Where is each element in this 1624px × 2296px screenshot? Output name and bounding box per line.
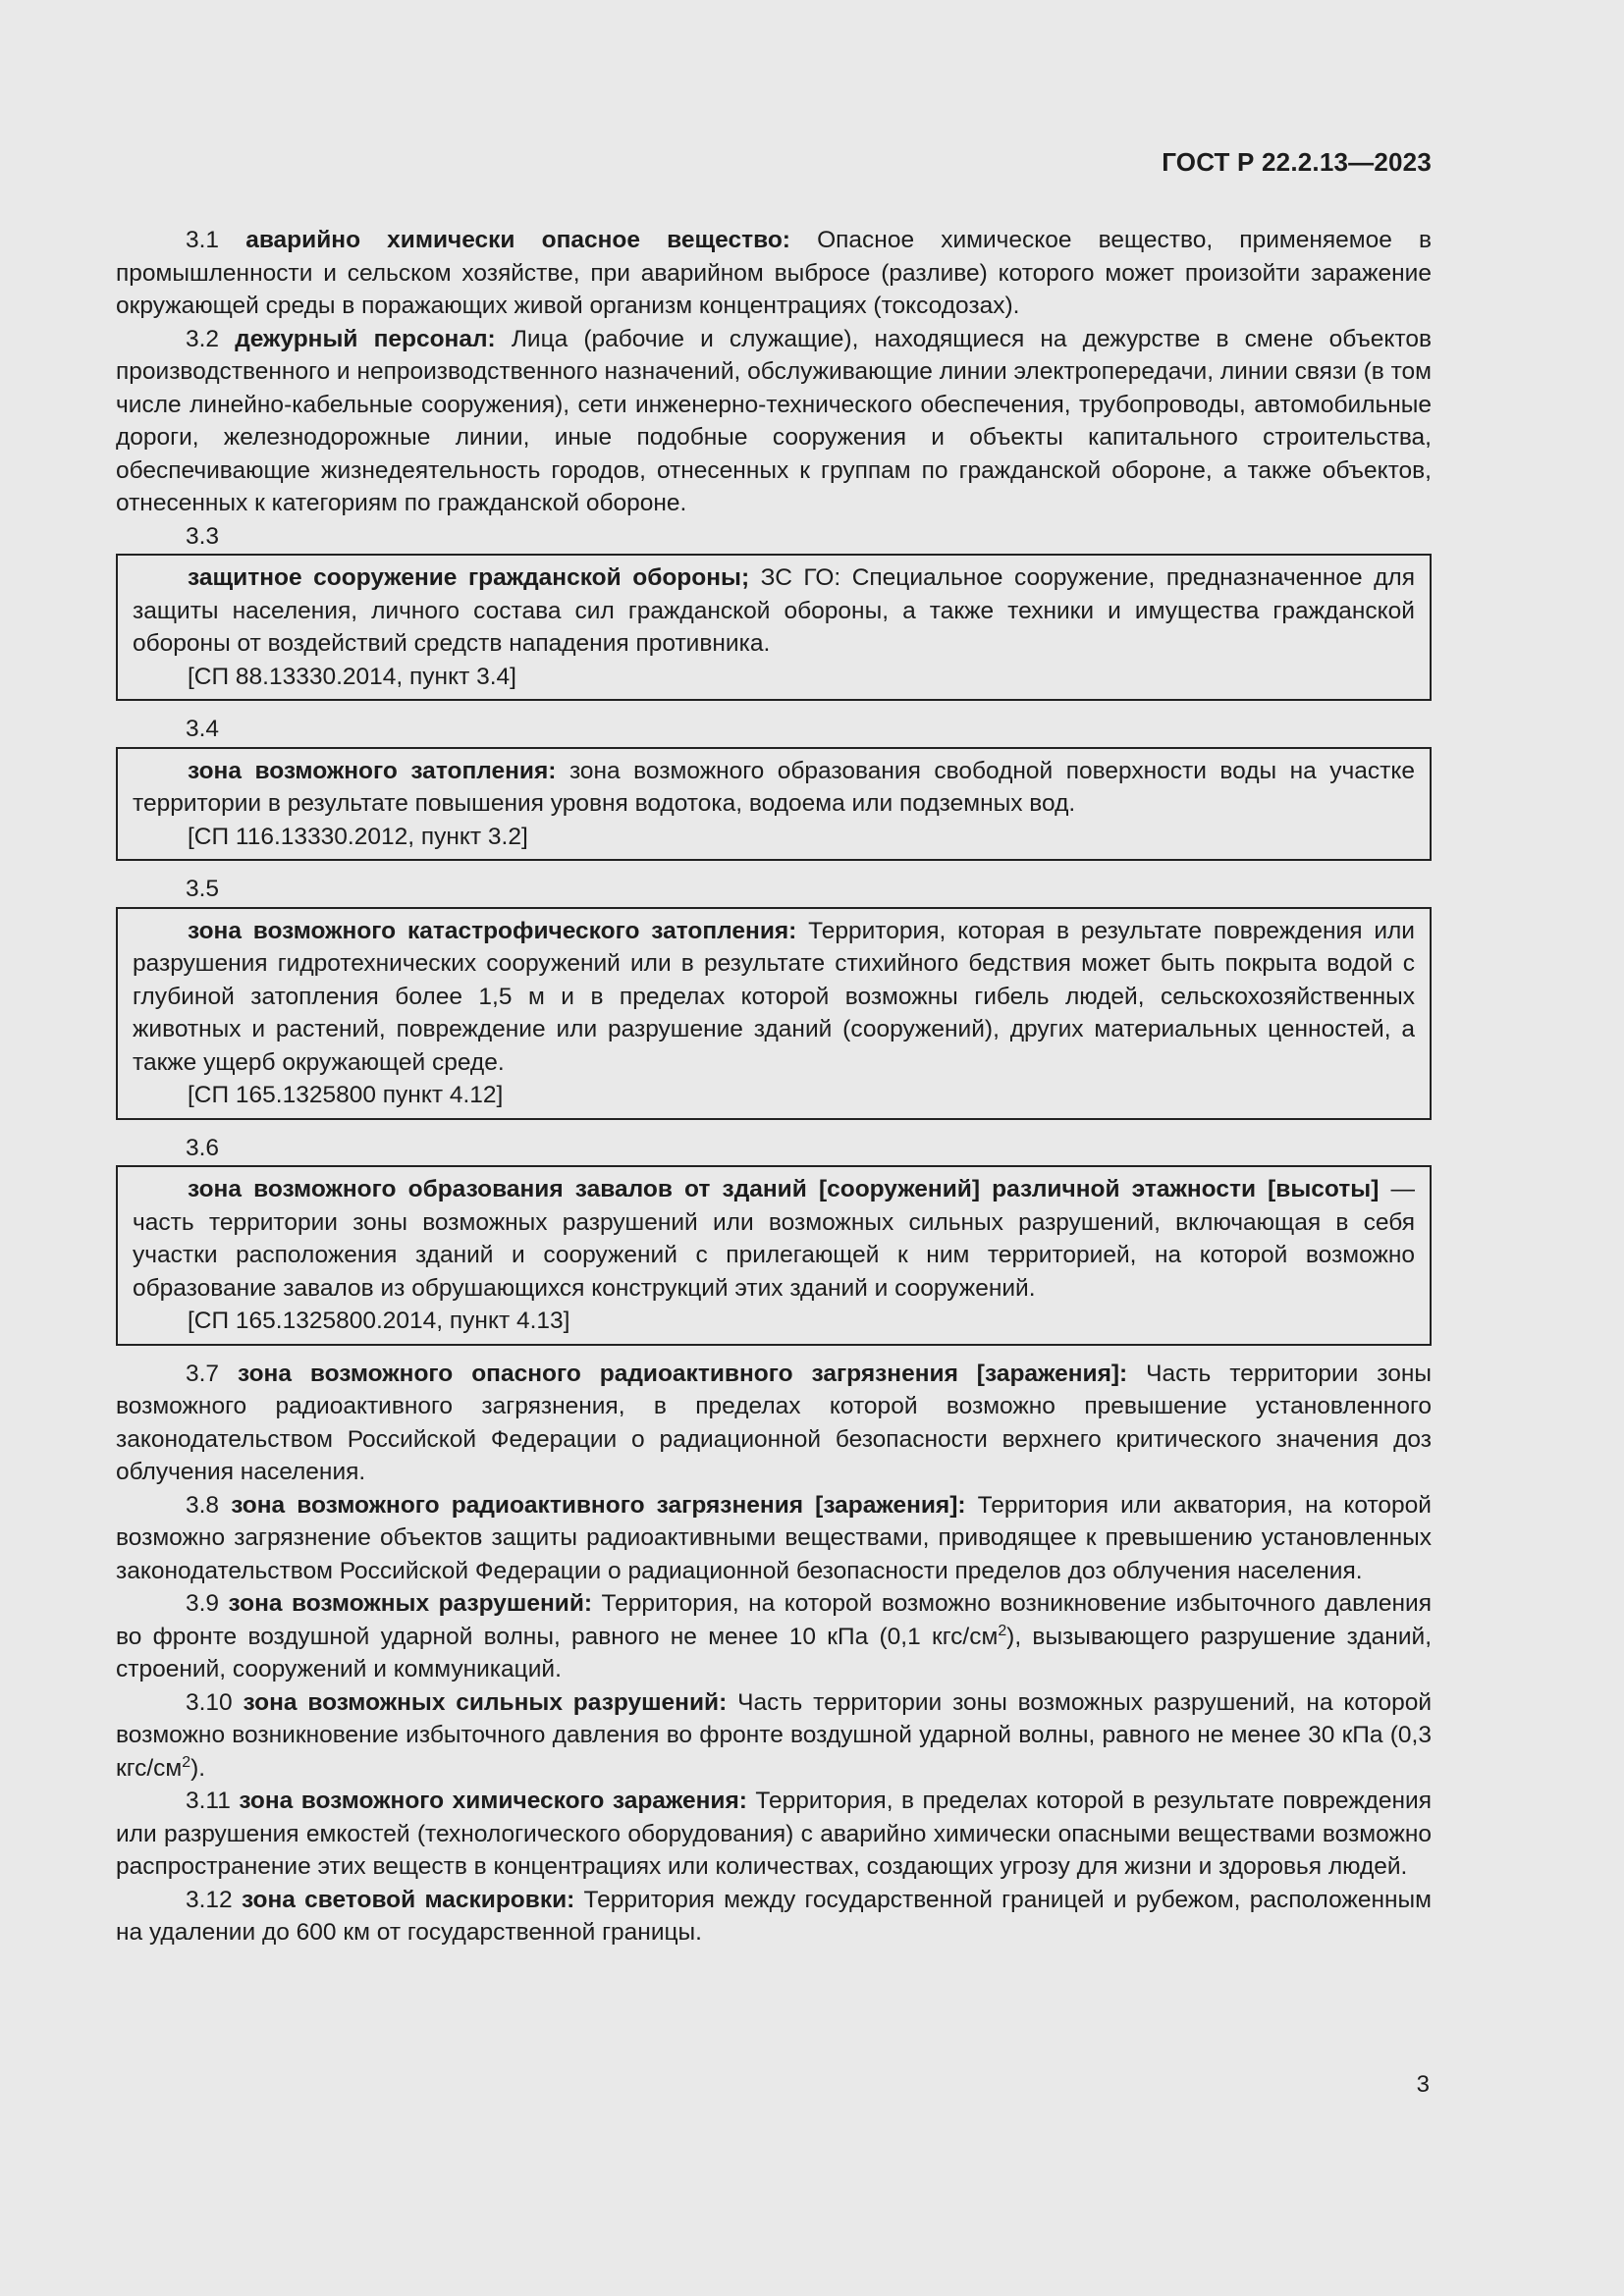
superscript: 2 [182,1753,191,1771]
term-3-5 [133,915,1415,1080]
term-3-11 [116,1785,1432,1884]
term-definition: зона возможного образования свободной поверхности воды на участке территории в результате повышения уровня водотока, водоема или подземных вод. [133,757,1416,817]
term-number: 3.1 [186,227,220,253]
term-3-9 [116,1587,1432,1686]
term-3-2 [116,323,1432,520]
term-definition: — часть территории зоны возможных разрушений или возможных сильных разрушений, включающая в себя участки расположения зданий и сооружений с прилегающей к ним территорией, на которой возможно образование завалов из обрушающихся конструкций этих зданий и сооружений. [133,1176,1415,1302]
term-number: 3.8 [186,1491,220,1519]
term-3-8 [116,1489,1432,1588]
term-title: зона возможного опасного радиоактивного загрязнения [заражения]: [238,1360,1128,1387]
term-3-4 [133,755,1415,821]
term-title: зона возможного затопления: [188,757,557,784]
term-number: 3.9 [186,1590,220,1617]
term-definition: Часть территории зоны возможных разрушений, на которой возможно возникновение избыточного давления во фронте воздушной ударной волны, равного не менее 30 кПа (0,3 кгс/см [116,1688,1433,1782]
term-title: зона возможного химического заражения: [239,1788,747,1814]
term-number-3-5: 3.5 [186,876,220,902]
term-box-3-3 [116,554,1432,701]
term-title: зона световой маскировки: [241,1886,575,1913]
term-number-3-4: 3.4 [186,716,220,742]
term-title: зона возможных сильных разрушений: [243,1688,728,1716]
term-title: зона возможного образования завалов от зданий [сооружений] различной этажности [высоты] [188,1176,1380,1202]
term-definition: Территория, на которой возможно возникновение избыточного давления во фронте воздушной ударной волны, равного не менее 10 кПа (0,1 кгс/см [116,1590,1432,1650]
term-reference: [СП 116.13330.2012, пункт 3.2] [188,823,528,850]
term-3-3 [133,561,1415,661]
document-body [116,224,1432,1949]
term-3-1 [116,224,1432,323]
term-3-12 [116,1884,1432,1949]
term-definition: Территория, которая в результате повреждения или разрушения гидротехнических сооружений или в результате стихийного бедствия может быть покрыта водой с глубиной затопления более 1,5 м и в пределах которой возможны гибель людей, сельскохозяйственных животных и растений, повреждение или разрушение зданий (сооружений), других материальных ценностей, а также ущерб окружающей среде. [133,917,1415,1076]
term-number: 3.11 [186,1788,231,1814]
term-definition: Лица (рабочие и служащие), находящиеся на дежурстве в смене объектов производственного и непроизводственного назначений, обслуживающие линии электропередачи, линии связи (в том числе линейно-кабельные сооружения), сети инженерно-технического обеспечения, трубопроводы, автомобильные дороги, железнодорожные линии, иные подобные сооружения и объекты капитального строительства, обеспечивающие жизнедеятельность городов, отнесенных к группам по гражданской обороне, а также объектов, отнесенных к категориям по гражданской обороне. [116,325,1432,516]
term-title: дежурный персонал: [235,325,496,352]
term-reference: [СП 165.1325800 пункт 4.12] [188,1082,504,1108]
term-number: 3.2 [186,325,220,352]
term-number-3-6: 3.6 [186,1134,220,1161]
term-title: защитное сооружение гражданской обороны; [188,564,750,591]
term-box-3-6 [116,1165,1432,1346]
term-reference: [СП 165.1325800.2014, пункт 4.13] [188,1308,570,1334]
term-title: зона возможного катастрофического затопления: [188,917,797,944]
term-reference: [СП 88.13330.2014, пункт 3.4] [188,663,516,690]
term-definition-end: ). [190,1754,206,1782]
document-header: ГОСТ Р 22.2.13—2023 [1162,147,1432,177]
term-title: зона возможного радиоактивного загрязнения [заражения]: [231,1491,966,1519]
page-number: 3 [1416,2071,1430,2098]
term-3-6 [133,1173,1415,1305]
term-number: 3.7 [186,1360,220,1387]
term-definition: Территория между государственной границей и рубежом, расположенным на удалении до 600 км от государственной границы. [116,1886,1432,1946]
term-3-7 [116,1358,1432,1489]
term-box-3-5 [116,907,1432,1120]
term-number-3-3: 3.3 [186,522,220,550]
term-number: 3.12 [186,1886,233,1913]
term-box-3-4 [116,747,1432,862]
term-definition: Территория или акватория, на которой возможно загрязнение объектов защиты радиоактивными веществами, приводящее к превышению установленных законодательством Российской Федерации о радиационной безопасности пределов доз облучения населения. [116,1491,1432,1584]
term-definition: Опасное химическое вещество, применяемое в промышленности и сельском хозяйстве, при аварийном выбросе (разливе) которого может произойти заражение окружающей среды в поражающих живой организм концентрациях (токсодозах). [116,227,1432,319]
term-3-10 [116,1686,1432,1786]
superscript: 2 [998,1622,1007,1639]
term-definition: ЗС ГО: Специальное сооружение, предназначенное для защиты населения, личного состава сил гражданской обороны, а также техники и имущества гражданской обороны от воздействий средств нападения противника. [133,564,1415,657]
term-definition: Часть территории зоны возможного радиоактивного загрязнения, в пределах которой возможно превышение установленного законодательством Российской Федерации о радиационной безопасности верхнего критического значения доз облучения населения. [116,1360,1432,1485]
term-title: аварийно химически опасное вещество: [245,227,790,253]
term-number: 3.10 [186,1688,233,1716]
term-definition: Территория, в пределах которой в результате повреждения или разрушения емкостей (технологического оборудования) с аварийно химически опасными веществами возможно распространение этих веществ в концентрациях или количествах, создающих угрозу для жизни и здоровья людей. [116,1788,1432,1880]
term-definition-end: ), вызывающего разрушение зданий, строений, сооружений и коммуникаций. [116,1623,1432,1682]
term-title: зона возможных разрушений: [228,1590,593,1617]
